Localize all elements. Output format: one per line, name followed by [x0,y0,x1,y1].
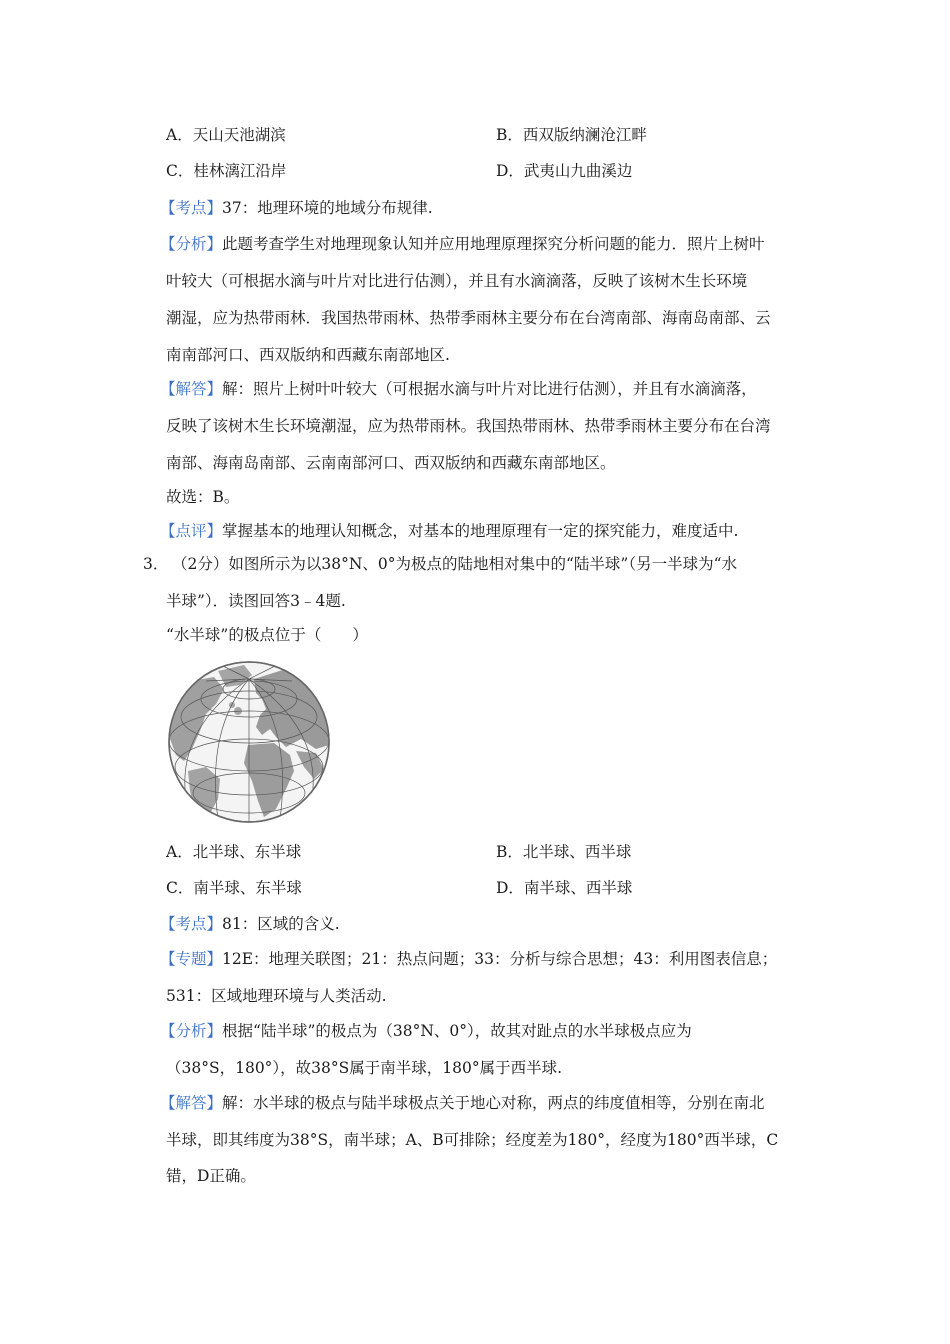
kaodian-tag: 【考点】 [160,199,223,217]
q2-option-a: A．天山天池湖滨 [166,126,286,144]
q3-zhuanti-line-1 [160,948,777,970]
q3-option-c: C．南半球、东半球 [166,879,302,897]
q3-option-b: B．北半球、西半球 [496,843,632,861]
jieda-tag: 【解答】 [160,1094,223,1112]
zhuanti-tag: 【专题】 [160,950,223,968]
q2-jieda-answer: 故选：B。 [166,488,240,506]
q2-option-d: D．武夷山九曲溪边 [496,162,633,180]
q2-fenxi-line-1 [160,233,765,255]
q3-jieda-line-2: 半球，即其纬度为38°S，南半球；A、B可排除；经度差为180°，经度为180°西半球，C [166,1131,779,1149]
q2-kaodian [160,197,433,219]
q3-question: “水半球”的极点位于（ ） [166,626,368,644]
q3-fenxi-line-2: （38°S，180°），故38°S属于南半球，180°属于西半球. [166,1059,563,1077]
dianping-tag: 【点评】 [160,522,223,540]
fenxi-tag: 【分析】 [160,1022,223,1040]
q2-fenxi-line-2: 叶较大（可根据水滴与叶片对比进行估测），并且有水滴滴落，反映了该树木生长环境 [166,272,748,290]
jieda-text: 解：水半球的极点与陆半球极点关于地心对称，两点的纬度值相等，分别在南北 [222,1094,765,1112]
jieda-tag: 【解答】 [160,380,223,398]
q2-fenxi-line-4: 南南部河口、西双版纳和西藏东南部地区. [166,346,450,364]
jieda-text: 解：照片上树叶叶较大（可根据水滴与叶片对比进行估测），并且有水滴滴落， [222,380,757,398]
kaodian-text: 37：地理环境的地域分布规律. [222,199,433,217]
fenxi-text: 根据“陆半球”的极点为（38°N、0°），故其对趾点的水半球极点应为 [222,1022,692,1040]
q2-jieda-line-3: 南部、海南岛南部、云南南部河口、西双版纳和西藏东南部地区。 [166,454,616,472]
q3-number: 3． [143,555,169,573]
q3-option-d: D．南半球、西半球 [496,879,633,897]
q3-fenxi-line-1 [160,1020,692,1042]
q3-stem-line-2: 半球”）．读图回答3﹣4题. [166,592,346,610]
kaodian-text: 81：区域的含义. [222,915,340,933]
fenxi-text: 此题考查学生对地理现象认知并应用地理原理探究分析问题的能力．照片上树叶 [222,235,765,253]
q3-kaodian [160,913,340,935]
q2-dianping [160,520,738,542]
q2-option-b: B．西双版纳澜沧江畔 [496,126,647,144]
zhuanti-text: 12E：地理关联图；21：热点问题；33：分析与综合思想；43：利用图表信息； [222,950,778,968]
q3-stem-line-1: （2分）如图所示为以38°N、0°为极点的陆地相对集中的“陆半球”（另一半球为“水 [172,555,738,573]
q3-zhuanti-line-2: 531：区域地理环境与人类活动. [166,987,387,1005]
kaodian-tag: 【考点】 [160,915,223,933]
q2-fenxi-line-3: 潮湿，应为热带雨林．我国热带雨林、热带季雨林主要分布在台湾南部、海南岛南部、云 [166,309,771,327]
fenxi-tag: 【分析】 [160,235,223,253]
land-hemisphere-globe-figure [166,659,332,825]
dianping-text: 掌握基本的地理认知概念，对基本的地理原理有一定的探究能力，难度适中. [222,522,739,540]
q3-option-a: A．北半球、东半球 [166,843,302,861]
q3-jieda-line-1 [160,1092,765,1114]
q2-jieda-line-1 [160,378,757,400]
q2-option-c: C．桂林漓江沿岸 [166,162,287,180]
q2-jieda-line-2: 反映了该树木生长环境潮湿，应为热带雨林。我国热带雨林、热带季雨林主要分布在台湾 [166,417,771,435]
q3-jieda-line-3: 错，D正确。 [166,1167,256,1185]
